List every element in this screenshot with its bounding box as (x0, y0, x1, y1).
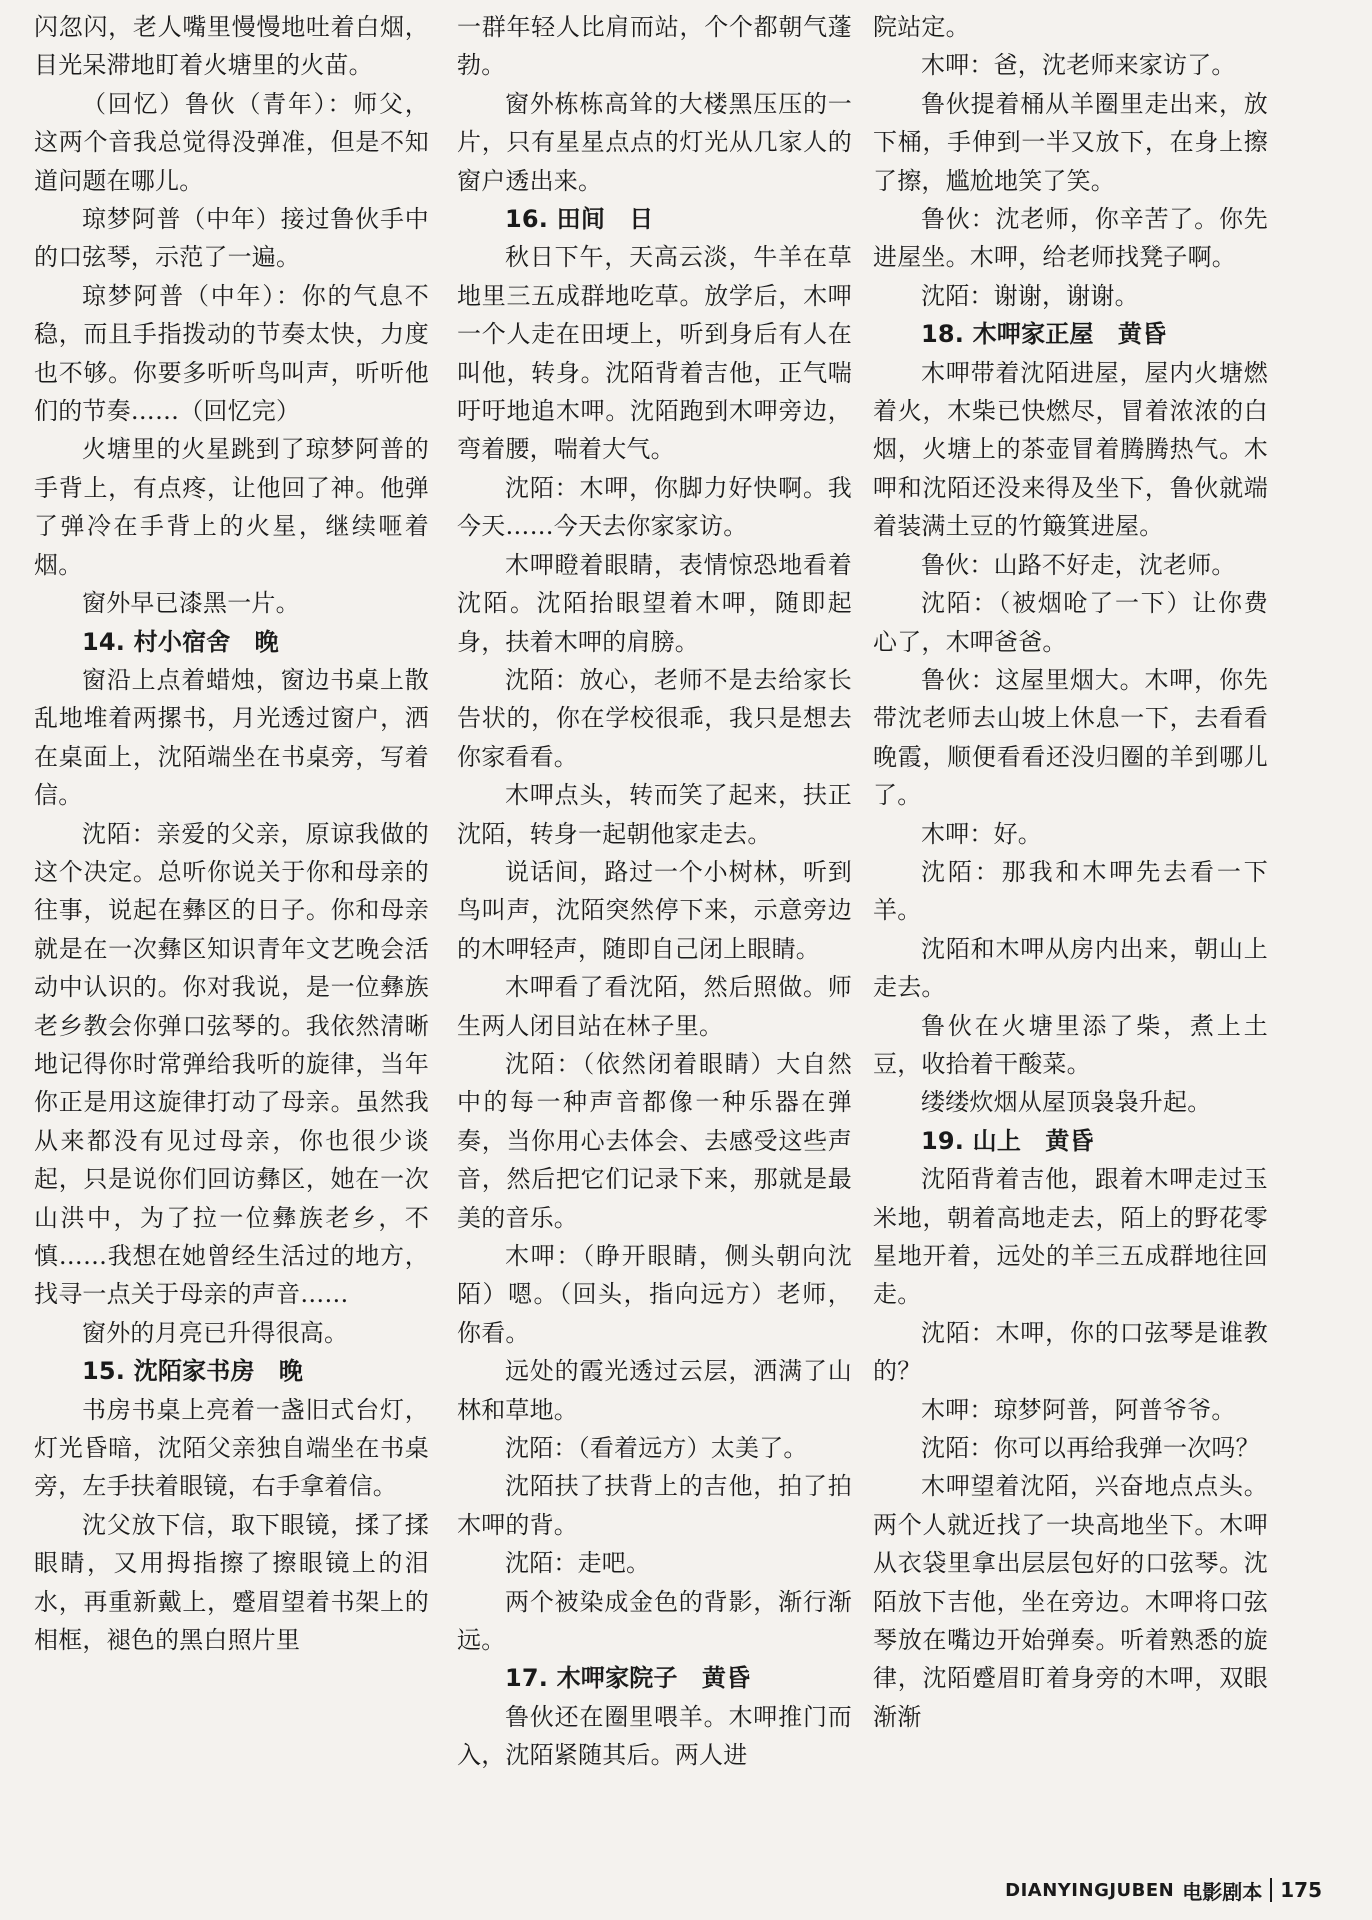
paragraph: 闪忽闪，老人嘴里慢慢地吐着白烟，目光呆滞地盯着火塘里的火苗。 (34, 13, 429, 80)
paragraph: 木呷：（睁开眼睛，侧头朝向沈陌）嗯。（回头，指向远方）老师，你看。 (457, 1242, 852, 1347)
text-column-1 (34, 8, 429, 1659)
paragraph: 窗外早已漆黑一片。 (82, 589, 300, 618)
paragraph: 秋日下午，天高云淡，牛羊在草地里三五成群地吃草。放学后，木呷一个人走在田埂上，听到身后有人在叫他，转身。沈陌背着吉他，正气喘吁吁地追木呷。沈陌跑到木呷旁边，弯着腰，喘着大气。 (457, 243, 852, 464)
paragraph: 鲁伙还在圈里喂羊。木呷推门而入，沈陌紧随其后。两人进 (457, 1702, 852, 1770)
paragraph: 木呷：好。 (921, 819, 1042, 848)
paragraph: 窗外的月亮已升得很高。 (82, 1318, 349, 1347)
paragraph: 琼梦阿普（中年）接过鲁伙手中的口弦琴，示范了一遍。 (34, 205, 429, 272)
paragraph: 窗外栋栋高耸的大楼黑压压的一片，只有星星点点的灯光从几家人的窗户透出来。 (457, 89, 852, 195)
paragraph: 沈陌背着吉他，跟着木呷走过玉米地，朝着高地走去，陌上的野花零星地开着，远处的羊三五成群地往回走。 (873, 1165, 1268, 1309)
paragraph: 鲁伙在火塘里添了柴，煮上土豆，收拾着干酸菜。 (873, 1011, 1268, 1078)
paragraph: 沈陌和木呷从房内出来，朝山上走去。 (873, 934, 1268, 1002)
paragraph: 沈陌：木呷，你的口弦琴是谁教的？ (873, 1318, 1268, 1386)
paragraph: 沈父放下信，取下眼镜，揉了揉眼睛，又用拇指擦了擦眼镜上的泪水，再重新戴上，蹙眉望着书架上的相框，褪色的黑白照片里 (34, 1510, 429, 1655)
paragraph: 木呷点头，转而笑了起来，扶正沈陌，转身一起朝他家走去。 (457, 781, 852, 848)
paragraph: 沈陌：木呷，你脚力好快啊。我今天……今天去你家家访。 (457, 473, 852, 541)
paragraph: 沈陌：放心，老师不是去给家长告状的，你在学校很乖，我只是想去你家看看。 (457, 665, 852, 771)
paragraph: 院站定。 (873, 13, 970, 41)
paragraph: 木呷：爸，沈老师来家访了。 (921, 51, 1236, 80)
paragraph: 一群年轻人比肩而站，个个都朝气蓬勃。 (457, 13, 852, 80)
paragraph: 两个被染成金色的背影，渐行渐远。 (457, 1587, 852, 1655)
paragraph: 木呷：琼梦阿普，阿普爷爷。 (921, 1395, 1236, 1424)
footer-divider (1270, 1878, 1272, 1902)
text-column-2 (457, 8, 852, 1775)
paragraph: 缕缕炊烟从屋顶袅袅升起。 (921, 1088, 1212, 1117)
paragraph: 沈陌：那我和木呷先去看一下羊。 (873, 857, 1268, 925)
paragraph: 沈陌：（被烟呛了一下）让你费心了，木呷爸爸。 (873, 589, 1268, 656)
paragraph: 沈陌扶了扶背上的吉他，拍了拍木呷的背。 (457, 1472, 852, 1539)
paragraph: 远处的霞光透过云层，洒满了山林和草地。 (457, 1357, 852, 1424)
paragraph: 木呷瞪着眼睛，表情惊恐地看着沈陌。沈陌抬眼望着木呷，随即起身，扶着木呷的肩膀。 (457, 550, 852, 656)
paragraph: （回忆）鲁伙（青年）：师父，这两个音我总觉得没弹准，但是不知道问题在哪儿。 (34, 89, 429, 195)
scene-heading: 19. 山上 黄昏 (921, 1126, 1094, 1155)
scene-heading: 15. 沈陌家书房 晚 (82, 1357, 304, 1386)
paragraph: 鲁伙：沈老师，你辛苦了。你先进屋坐。木呷，给老师找凳子啊。 (873, 205, 1268, 272)
paragraph: 木呷望着沈陌，兴奋地点点头。两个人就近找了一块高地坐下。木呷从衣袋里拿出层层包好的口弦琴。沈陌放下吉他，坐在旁边。木呷将口弦琴放在嘴边开始弹奏。听着熟悉的旋律，沈陌蹙眉盯着身旁的木呷，双眼渐渐 (873, 1472, 1268, 1731)
paragraph: 沈陌：（看着远方）太美了。 (505, 1434, 808, 1463)
paragraph: 沈陌：走吧。 (505, 1549, 651, 1578)
paragraph: 木呷带着沈陌进屋，屋内火塘燃着火，木柴已快燃尽，冒着浓浓的白烟，火塘上的茶壶冒着腾腾热气。木呷和沈陌还没来得及坐下，鲁伙就端着装满土豆的竹簸箕进屋。 (873, 358, 1268, 541)
magazine-name-pinyin: DIANYINGJUBEN (1005, 1879, 1175, 1901)
paragraph: 说话间，路过一个小树林，听到鸟叫声，沈陌突然停下来，示意旁边的木呷轻声，随即自己闭上眼睛。 (457, 857, 852, 963)
paragraph: 鲁伙：山路不好走，沈老师。 (921, 550, 1236, 579)
page-number: 175 (1280, 1878, 1322, 1902)
scene-heading: 14. 村小宿舍 晚 (82, 627, 279, 656)
page-footer (1005, 1870, 1322, 1910)
paragraph: 沈陌：（依然闭着眼睛）大自然中的每一种声音都像一种乐器在弹奏，当你用心去体会、去感受这些声音，然后把它们记录下来，那就是最美的音乐。 (457, 1049, 852, 1232)
paragraph: 木呷看了看沈陌，然后照做。师生两人闭目站在林子里。 (457, 973, 852, 1040)
magazine-name-chinese: 电影剧本 (1182, 1879, 1263, 1904)
scene-heading: 16. 田间 日 (505, 205, 654, 234)
paragraph: 火塘里的火星跳到了琼梦阿普的手背上，有点疼，让他回了神。他弹了弹冷在手背上的火星，继续咂着烟。 (34, 435, 429, 579)
paragraph: 沈陌：亲爱的父亲，原谅我做的这个决定。总听你说关于你和母亲的往事，说起在彝区的日子。你和母亲就是在一次彝区知识青年文艺晚会活动中认识的。你对我说，是一位彝族老乡教会你弹口弦琴的。我依然清晰地记得你时常弹给我听的旋律，当年你正是用这旋律打动了母亲。虽然我从来都没有见过母亲，你也很少谈起，只是说你们回访彝区，她在一次山洪中，为了拉一位彝族老乡，不慎……我想在她曾经生活过的地方，找寻一点关于母亲的声音…… (34, 819, 429, 1309)
paragraph: 鲁伙：这屋里烟大。木呷，你先带沈老师去山坡上休息一下，去看看晚霞，顺便看看还没归圈的羊到哪儿了。 (873, 665, 1268, 810)
paragraph: 窗沿上点着蜡烛，窗边书桌上散乱地堆着两摞书，月光透过窗户，洒在桌面上，沈陌端坐在书桌旁，写着信。 (34, 665, 429, 810)
scene-heading: 17. 木呷家院子 黄昏 (505, 1664, 751, 1693)
paragraph: 书房书桌上亮着一盏旧式台灯，灯光昏暗，沈陌父亲独自端坐在书桌旁，左手扶着眼镜，右手拿着信。 (34, 1395, 429, 1501)
paragraph: 琼梦阿普（中年）：你的气息不稳，而且手指拨动的节奏太快，力度也不够。你要多听听鸟叫声，听听他们的节奏……（回忆完） (34, 281, 429, 426)
paragraph: 沈陌：谢谢，谢谢。 (921, 281, 1139, 310)
scene-heading: 18. 木呷家正屋 黄昏 (921, 320, 1167, 349)
paragraph: 鲁伙提着桶从羊圈里走出来，放下桶，手伸到一半又放下，在身上擦了擦，尴尬地笑了笑。 (873, 89, 1268, 195)
paragraph: 沈陌：你可以再给我弹一次吗？ (921, 1434, 1260, 1463)
text-column-3 (873, 8, 1268, 1736)
